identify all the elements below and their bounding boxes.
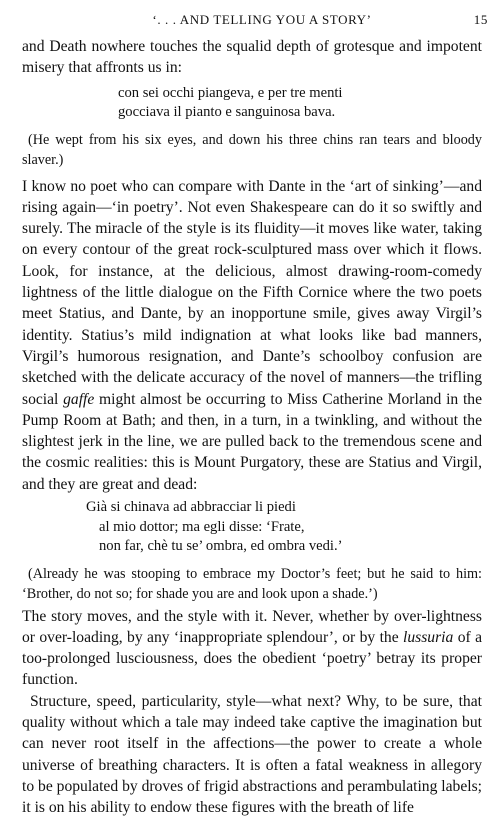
book-page [22, 10, 488, 819]
verse-line: al mio dottor; ma egli disse: ‘Frate, [99, 518, 305, 535]
paragraph-2-text-a: I know no poet who can compare with Dante in the ‘art of sinking’—and rising again—‘in poetry’. Not even Shakespeare can do it so swiftly and surely. The miracle of the style is its fluidity—it moves like water, taking on every contour of the great rock-sculptured mass over which it flows. Look, for instance, at the delicious, almost drawing-room-comedy lightness of the little dialogue on the Fifth Cornice where the two poets meet Statius, and Dante, by an inopportune smile, gives away Virgil’s identity. Statius’s mild indignation at what looks like bad manners, Virgil’s humorous resignation, and Dante’s schoolboy confusion are sketched with the delicate accuracy of the novel of manners—the trifling social [22, 177, 482, 408]
page-number: 15 [473, 12, 488, 27]
translation-1: (He wept from his six eyes, and down his three chins ran tears and bloody slaver.) [22, 131, 482, 168]
verse-line: con sei occhi piangeva, e per tre menti [118, 84, 343, 101]
paragraph-3 [22, 606, 482, 691]
italic-word: gaffe [63, 390, 95, 408]
verse-quote-2 [86, 498, 482, 557]
paragraph-3-text-b: of a too-prolonged lusciousness, does the obedient ‘poetry’ betray its proper function. [22, 628, 482, 689]
paragraph-1: and Death nowhere touches the squalid depth of grotesque and impotent misery that affronts us in: [22, 38, 482, 77]
paragraph-3-text-a: The story moves, and the style with it. Never, whether by over-lightness or over-loading, by any ‘inappropriate splendour’, or by the [22, 607, 482, 646]
italic-word: lussuria [403, 628, 454, 646]
paragraph-4: Structure, speed, particularity, style—what next? Why, to be sure, that quality without which a tale may indeed take captive the imagination but can never root itself in the affections—the power to create a whole universe of breathing characters. It is often a fatal weakness in allegory to be populated by droves of frigid abstractions and perambulating labels; it is on his ability to endow these figures with the breath of life [22, 692, 482, 817]
verse-line: non far, chè tu se’ ombra, ed ombra vedi.’ [99, 538, 343, 555]
verse-line: Già si chinava ad abbracciar li piedi [86, 499, 296, 516]
paragraph-2-text-b: might almost be occurring to Miss Catherine Morland in the Pump Room at Bath; and then, in a turn, in a twinkling, and without the slightest jerk in the line, we are pulled back to the tremendous scene and the cosmic realities: this is Mount Purgatory, these are Statius and Virgil, and they are great and dead: [22, 390, 482, 493]
verse-line: gocciava il pianto e sanguinosa bava. [118, 104, 336, 121]
verse-quote-1 [118, 84, 482, 123]
translation-2: (Already he was stooping to embrace my Doctor’s feet; but he said to him: ‘Brother, do not so; for shade you are and look upon a shade.’) [22, 565, 482, 602]
running-title: ‘. . . AND TELLING YOU A STORY’ [152, 12, 372, 27]
running-header [22, 10, 488, 36]
paragraph-2 [22, 176, 482, 495]
